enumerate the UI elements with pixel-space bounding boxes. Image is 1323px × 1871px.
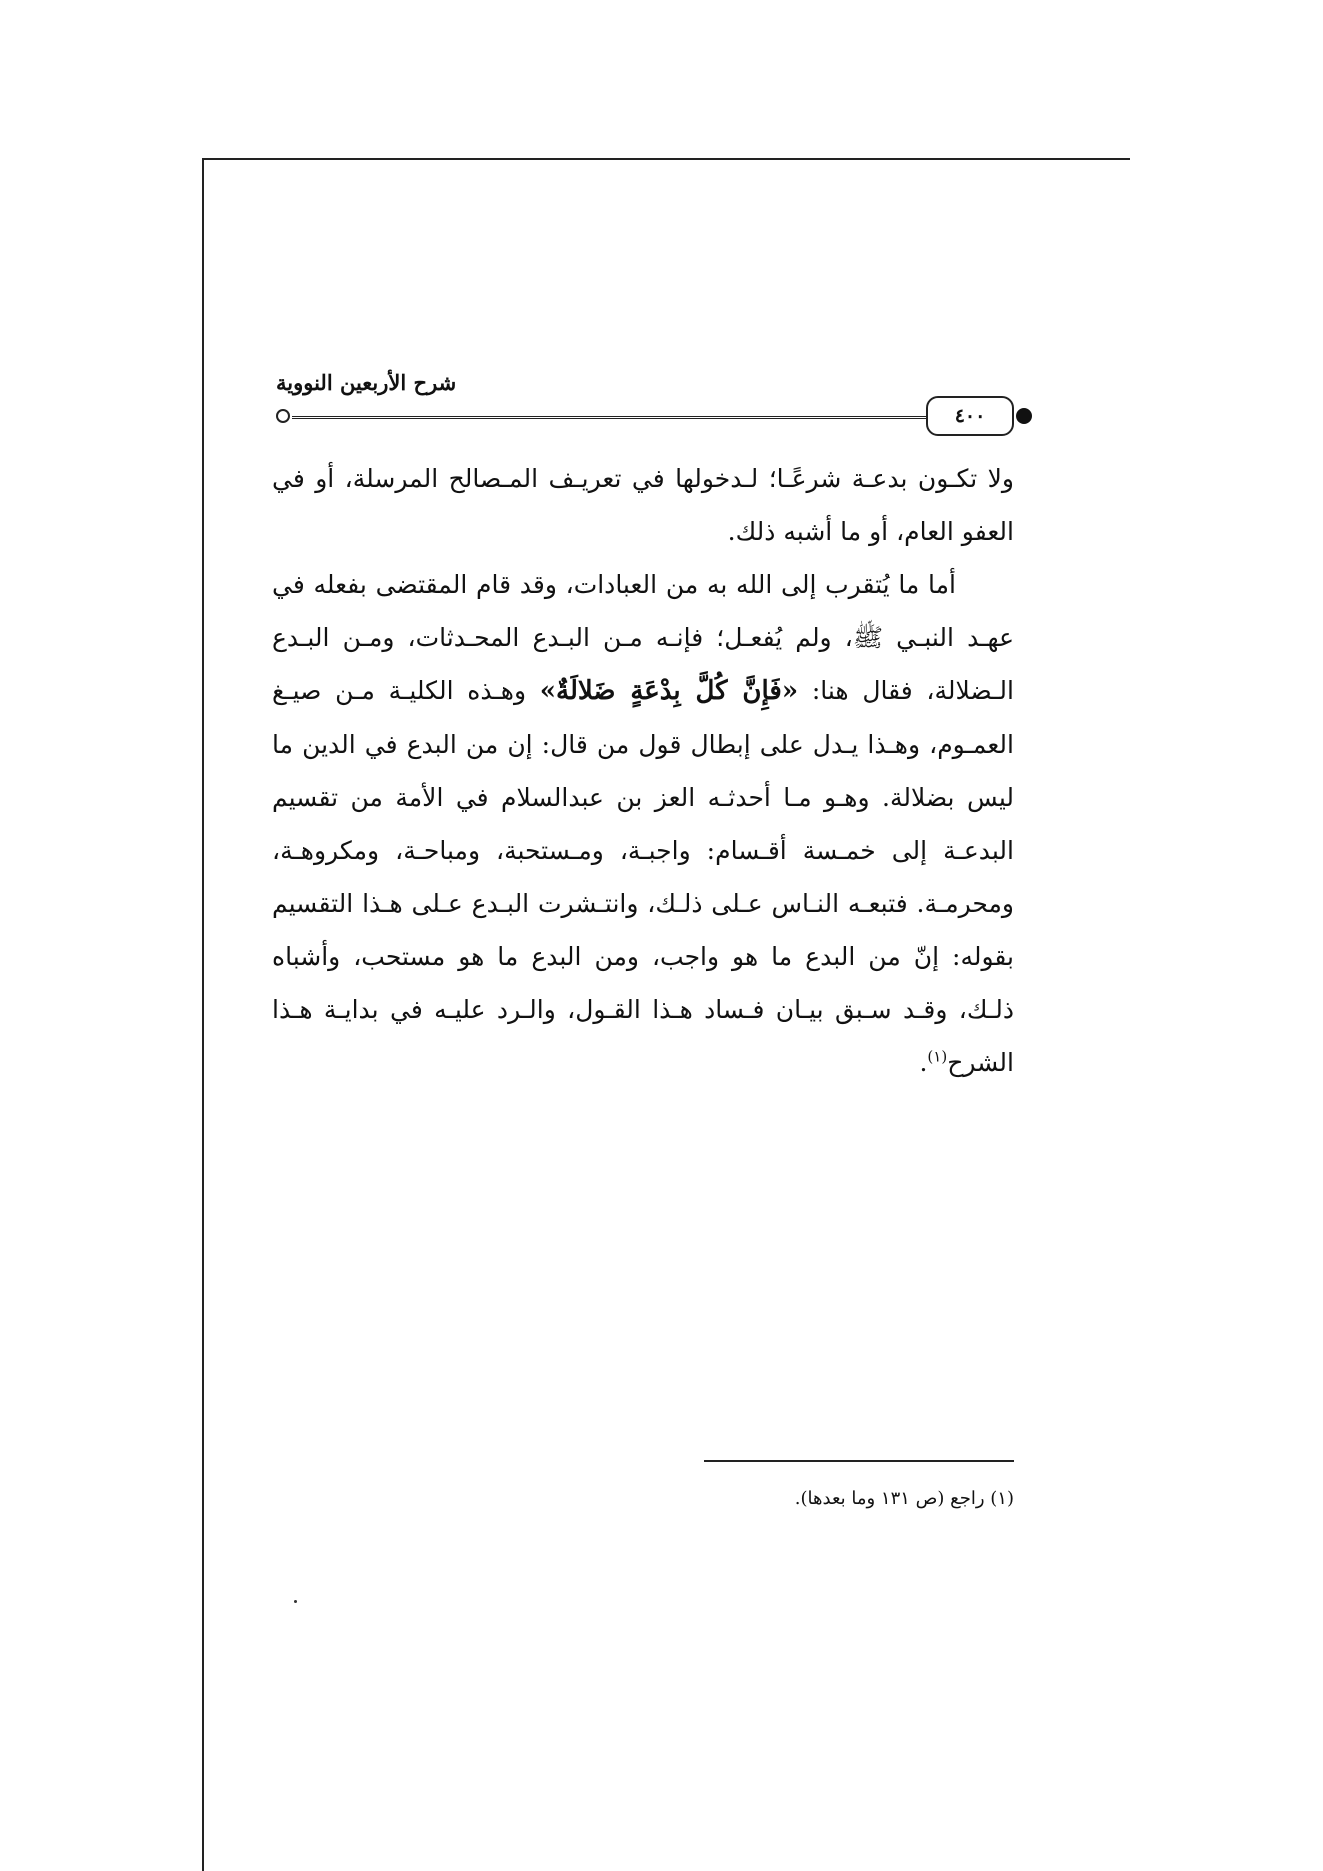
paragraph-1: ولا تكـون بدعـة شرعًـا؛ لـدخولها في تعريـف المـصالح المرسلة، أو في العفو العام، أو ما أشبه ذلك. bbox=[272, 464, 1014, 546]
page-number: ٤٠٠ bbox=[926, 396, 1014, 436]
header-rule bbox=[292, 416, 926, 419]
scan-speck bbox=[294, 1600, 297, 1603]
body-text bbox=[272, 452, 1014, 1089]
running-title: شرح الأربعين النووية bbox=[276, 370, 457, 395]
scan-frame-top bbox=[202, 158, 1130, 160]
hadith-quote: «فَإِنَّ كُلَّ بِدْعَةٍ ضَلالَةٌ» bbox=[539, 676, 799, 706]
paragraph-2 bbox=[272, 558, 1014, 1089]
footnote-reference: (١) bbox=[927, 1047, 948, 1066]
footnote-separator bbox=[704, 1460, 1014, 1462]
footnote: (١) راجع (ص ١٣١ وما بعدها). bbox=[794, 1488, 1014, 1509]
rule-dot-icon bbox=[1016, 408, 1032, 424]
rule-ornament-icon bbox=[276, 409, 290, 423]
running-header bbox=[270, 366, 1030, 436]
paragraph-2-end: . bbox=[919, 1048, 928, 1077]
scan-frame-left bbox=[202, 158, 204, 1871]
paragraph-2-text-a: أما ما يُتقرب إلى الله به من العبادات، وقد قام المقتضى بفعله في عهـد النبـي ﷺ، ولم يُفعـل؛ فإنـه مـن البـدع المحـدثات، ومـن البـدع الـضلالة، فقال هنا: bbox=[272, 570, 1014, 705]
paragraph-2-text-b: وهـذه الكليـة مـن صيـغ العمـوم، وهـذا يـدل على إبطال قول من قال: إن من البدع في الدين ما ليس بضلالة. وهـو مـا أحدثـه العز بن عبدالسلام في الأمة من تقسيم البدعـة إلى خمـسة أقـسام: واجبـة، ومـستحبة، ومباحـة، ومكروهـة، ومحرمـة. فتبعـه النـاس عـلى ذلـك، وانتـشرت البـدع عـلى هـذا التقسيم بقوله: إنّ من البدع ما هو واجب، ومن البدع ما هو مستحب، وأشباه ذلـك، وقـد سـبق بيـان فـساد هـذا القـول، والـرد عليـه في بدايـة هـذا الشرح bbox=[272, 676, 1014, 1077]
